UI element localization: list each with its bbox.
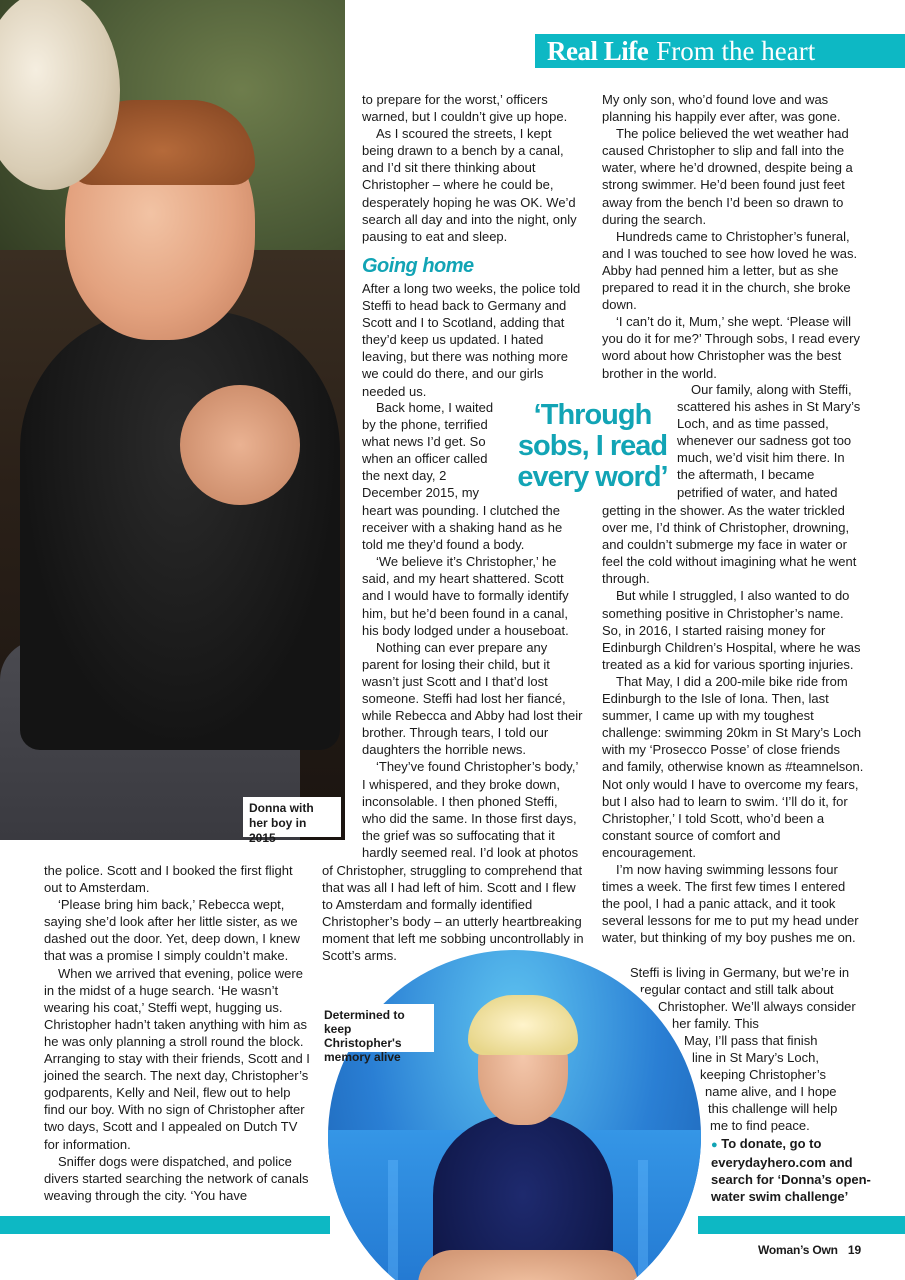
col3-wrap-line: keeping Christopher’s — [700, 1067, 826, 1082]
paragraph: But while I struggled, I also wanted to do something positive in Christopher’s name. So, in 2016, I started raising money for Edinburgh Children’s Hospital, where he was treated as a kid for various sporting injuries. — [602, 588, 861, 672]
paragraph: I’m now having swimming lessons four times a week. The first few times I entered the pool, I had a panic attack, and it took several lessons for me to put my head under water, but thinking of my boy pushes me on. — [602, 861, 859, 946]
col3-wrap-line: line in St Mary’s Loch, — [692, 1050, 819, 1065]
paragraph: As I scoured the streets, I kept being drawn to a bench by a canal, and I’d sit there thinking about Christopher – where he could be, desperately hoping he was OK. We’d search all day and into the night, only pausing to eat and sleep. — [362, 126, 577, 244]
footer-accent-bar-left — [0, 1216, 330, 1234]
section-sublabel: From the heart — [656, 35, 816, 66]
col3-quote-side-text — [677, 381, 864, 501]
page-number: 19 — [847, 1243, 862, 1257]
section-header — [535, 34, 905, 68]
footer-accent-bar-right — [698, 1216, 905, 1234]
donate-line: water swim challenge’ — [711, 1189, 849, 1205]
paragraph: ‘They’ve found Christopher’s body,’ I whispered, and they broke down, inconsolable. I then phoned Steffi, who did the same. In those first days, the grief was so suffocating that it hardly seemed real. I’d look at photos — [362, 759, 579, 860]
paragraph: heart was pounding. I clutched the receiver with a shaking hand as he told me they’d found a body. — [362, 503, 563, 553]
section-label: Real Life — [547, 35, 649, 66]
paragraph: Our family, along with Steffi, scattered his ashes in St Mary’s Loch, and as time passed, whenever our sadness got too much, we’d visit him there. In the aftermath, I became petrified of water, and hated — [677, 382, 861, 500]
paragraph: After a long two weeks, the police told Steffi to head back to Germany and Scott and I to Scotland, adding that they’d keep us updated. I hated leaving, but there was nothing more we could do there, and our girls needed us. — [362, 281, 581, 399]
paragraph: ‘I can’t do it, Mum,’ she wept. ‘Please will you do it for me?’ Through sobs, I read every word about how Christopher was the best brother in the world. — [602, 314, 860, 381]
col3-mid-text — [602, 502, 864, 946]
paragraph: Nothing can ever prepare any parent for losing their child, but it wasn’t just Scott and I that’d lost someone. Steffi had lost her fiancé, while Rebecca and Abby had lost their brother. Through tears, I told our daughters the horrible news. — [362, 639, 583, 758]
page-folio — [758, 1243, 861, 1257]
col3-wrap-line: regular contact and still talk about — [640, 982, 834, 997]
col3-wrap-line: May, I’ll pass that finish — [684, 1033, 818, 1048]
paragraph: The police believed the wet weather had caused Christopher to slip and fall into the water, where he’d drowned, despite being a strong swimmer. He’d been found just feet away from the bench I’d been so drawn to during the search. — [602, 126, 853, 227]
paragraph: ‘Please bring him back,’ Rebecca wept, saying she’d look after her little sister, as we dashed out the door. Yet, deep down, I knew that was a promise I simply couldn’t make. — [44, 897, 300, 964]
donate-callout — [711, 1135, 881, 1205]
col3-wrap-line: name alive, and I hope — [705, 1084, 837, 1099]
paragraph: My only son, who’d found love and was planning his happily ever after, was gone. — [602, 92, 841, 125]
donate-line: To donate, go to — [721, 1136, 822, 1151]
col2-mid-text — [362, 280, 584, 400]
photo-donna-with-son — [0, 0, 345, 840]
donate-line: search for ‘Donna’s open- — [711, 1172, 871, 1188]
col3-wrap-line: me to find peace. — [710, 1118, 810, 1133]
photo-caption: Donna with her boy in 2015 — [243, 797, 341, 837]
subheading: Going home — [362, 255, 474, 277]
magazine-name: Woman’s Own — [758, 1243, 838, 1257]
paragraph: When we arrived that evening, police were in the midst of a huge search. ‘He wasn’t wearing his coat,’ Steffi wept, hugging us. Christopher hadn’t taken anything with him as he was only planning a stroll round the block. Arranging to stay with their friends, Scott and I joined the search. The next day, Christopher’s godparents, Kelly and Neil, flew out to help find our boy. With no sign of Christopher after two days, Scott and I appealed on Dutch TV for information. — [44, 965, 310, 1152]
donate-line: everydayhero.com and — [711, 1155, 853, 1171]
col3-wrap-line: Christopher. We’ll always consider — [658, 999, 856, 1014]
paragraph: That May, I did a 200-mile bike ride from Edinburgh to the Isle of Iona. Then, last summer, I came up with my toughest challenge: swimming 20km in St Mary’s Loch with my ‘Prosecco Posse’ of close friends and family, otherwise known as #teamnelson. Not only would I have to overcome my fears, but I also had to learn to swim. ‘I’ll do it, for Christopher,’ I told Scott, who’d been a constant source of comfort and encouragement. — [602, 673, 864, 860]
col3-wrap-line: this challenge will help — [708, 1101, 838, 1116]
col3-top-text — [602, 91, 864, 382]
col3-wrap-line: Steffi is living in Germany, but we’re in — [630, 965, 850, 980]
col3-wrap-line: her family. This — [672, 1016, 759, 1031]
paragraph: getting in the shower. As the water trickled over me, I’d think of Christopher, drowning, and couldn’t submerge my face in water or feel the cold without imagining what he went through. — [602, 503, 857, 587]
bullet-icon: ● — [711, 1139, 718, 1151]
col2-top-text — [362, 91, 584, 245]
paragraph: Hundreds came to Christopher’s funeral, and I was touched to see how loved he was. Abby had penned him a letter, but as she prepared to read it in the church, she broke down. — [602, 228, 858, 313]
paragraph: to prepare for the worst,’ officers warned, but I couldn’t give up hope. — [362, 92, 568, 125]
pull-quote: ‘Through sobs, I read every word’ — [517, 399, 668, 493]
col2-after-text — [362, 502, 584, 861]
col2-narrow-text — [362, 399, 497, 502]
photo-caption: Determined to keep Christopher's memory alive — [318, 1004, 434, 1052]
col1-bottom-text — [44, 862, 310, 1204]
paragraph: Sniffer dogs were dispatched, and police divers started searching the network of canals weaving through the city. ‘You have — [44, 1153, 309, 1203]
paragraph: ‘We believe it’s Christopher,’ he said, and my heart shattered. Scott and I would have to formally identify him, but he’d been found in a canal, his body lodged under a houseboat. — [362, 554, 569, 638]
paragraph: the police. Scott and I booked the first flight out to Amsterdam. — [44, 863, 293, 896]
paragraph: Back home, I waited by the phone, terrified what news I’d get. So when an officer called the next day, 2 December 2015, my — [362, 400, 494, 501]
paragraph: of Christopher, struggling to comprehend that that was all I had left of him. Scott and I flew to Amsterdam and formally identified Christopher’s body – an utterly heartbreaking moment that left me sobbing uncontrollably in Scott’s arms. — [322, 863, 584, 964]
